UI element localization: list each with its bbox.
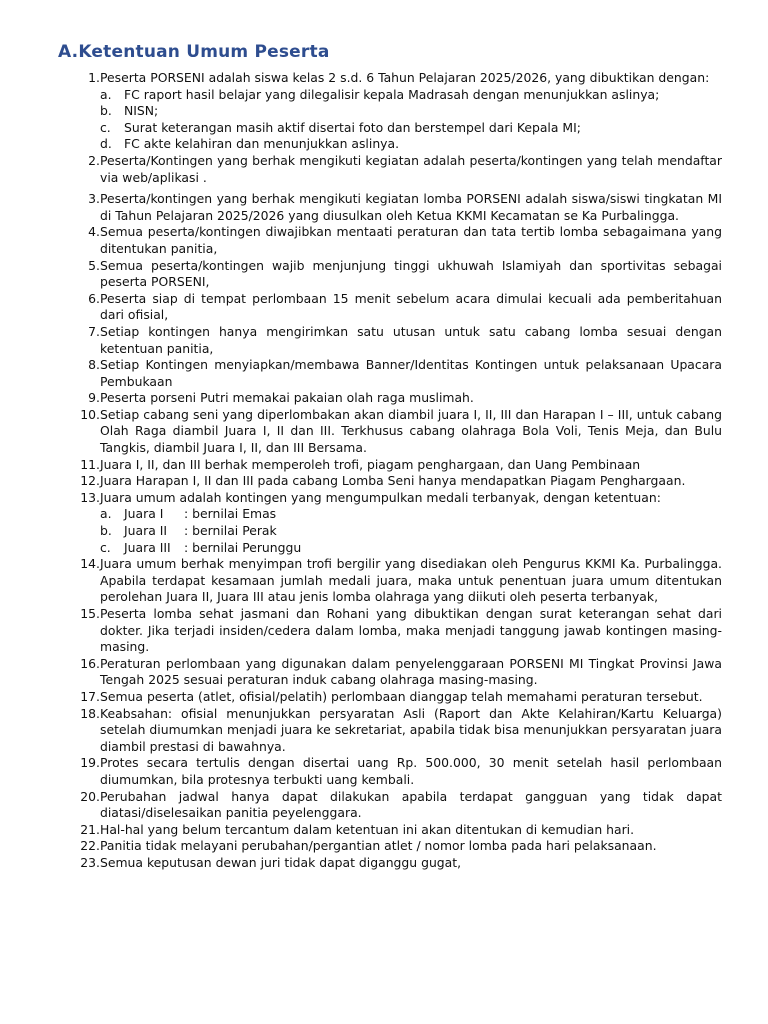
sub-letter: b. xyxy=(100,103,112,119)
rule-item xyxy=(58,789,722,822)
rule-text: Peserta siap di tempat perlombaan 15 menit sebelum acara dimulai kecuali ada pemberitahuan dari ofisial, xyxy=(100,290,722,323)
sub-label: Juara I xyxy=(124,506,164,522)
rule-number: 21. xyxy=(80,821,100,837)
sub-item xyxy=(100,87,722,104)
rule-text: Setiap Kontingen menyiapkan/membawa Banner/Identitas Kontingen untuk pelaksanaan Upacara Pembukaan xyxy=(100,357,722,389)
rule-text: Peserta lomba sehat jasmani dan Rohani yang dibuktikan dengan surat keterangan sehat dari dokter. Jika terjadi insiden/cedera dalam lomba, maka menjadi tanggung jawab kontingen masing-masing. xyxy=(100,606,722,655)
sub-label: Juara II xyxy=(124,523,168,539)
sub-item xyxy=(100,103,722,120)
rule-number: 8. xyxy=(88,357,100,373)
sub-letter: b. xyxy=(100,523,112,539)
rules-list xyxy=(58,70,722,872)
rule-item xyxy=(58,755,722,788)
rule-item xyxy=(58,291,722,324)
sub-text xyxy=(124,136,399,153)
sub-text xyxy=(124,506,276,523)
rule-text: Protes secara tertulis dengan disertai uang Rp. 500.000, 30 menit setelah hasil perlombaan diumumkan, bila protesnya terbukti uang kembali. xyxy=(100,755,722,787)
rule-item xyxy=(58,490,722,556)
sub-label: FC akte kelahiran dan menunjukkan aslinya. xyxy=(124,136,400,152)
rule-text: Peserta porseni Putri memakai pakaian olah raga muslimah. xyxy=(100,390,474,406)
rule-number: 10. xyxy=(80,406,100,422)
rule-item xyxy=(58,390,722,407)
rule-text: Juara I, II, dan III berhak memperoleh trofi, piagam penghargaan, dan Uang Pembinaan xyxy=(100,456,641,472)
rule-text: Setiap kontingen hanya mengirimkan satu utusan untuk satu cabang lomba sesuai dengan ketentuan panitia, xyxy=(100,323,722,356)
rule-item xyxy=(58,258,722,291)
sub-item xyxy=(100,120,722,137)
rule-text: Semua peserta/kontingen wajib menjunjung tinggi ukhuwah Islamiyah dan sportivitas sebagai peserta PORSENI, xyxy=(100,257,722,290)
rule-number: 1. xyxy=(88,70,100,85)
rule-item xyxy=(58,357,722,390)
rule-text: Peserta/kontingen yang berhak mengikuti kegiatan lomba PORSENI adalah siswa/siswi tingkatan MI di Tahun Pelajaran 2025/2026 yang diusulkan oleh Ketua KKMI Kecamatan se Ka Purbalingga. xyxy=(100,191,722,223)
rule-text: Keabsahan: ofisial menunjukkan persyaratan Asli (Raport dan Akte Kelahiran/Kartu Keluarga) setelah diumumkan menjadi juara ke sekretariat, apabila tidak bisa menunjukkan persyaratan juara diambil prestasi di bawahnya. xyxy=(100,705,722,754)
sub-value: : bernilai Emas xyxy=(184,506,277,522)
rule-number: 13. xyxy=(80,489,100,505)
sub-item xyxy=(100,136,722,153)
rule-text: Semua keputusan dewan juri tidak dapat diganggu gugat, xyxy=(100,854,462,870)
rule-text: Peserta/Kontingen yang berhak mengikuti kegiatan adalah peserta/kontingen yang telah mendaftar via web/aplikasi . xyxy=(100,152,722,185)
rule-number: 6. xyxy=(88,290,100,306)
rule-number: 20. xyxy=(80,788,100,804)
sub-text xyxy=(124,87,659,104)
rule-item xyxy=(58,70,722,153)
rule-number: 15. xyxy=(80,606,100,621)
rule-item xyxy=(58,822,722,839)
rule-number: 16. xyxy=(80,655,100,671)
rule-text: Peserta PORSENI adalah siswa kelas 2 s.d. 6 Tahun Pelajaran 2025/2026, yang dibuktikan dengan: xyxy=(100,70,710,85)
rule-number: 19. xyxy=(80,755,100,771)
rule-number: 2. xyxy=(88,152,100,168)
rule-number: 3. xyxy=(88,191,100,207)
sub-value: : bernilai Perunggu xyxy=(184,539,302,555)
sub-text xyxy=(124,523,277,540)
rule-text: Juara umum adalah kontingen yang mengumpulkan medali terbanyak, dengan ketentuan: xyxy=(100,489,661,505)
rule-text: Panitia tidak melayani perubahan/pergantian atlet / nomor lomba pada hari pelaksanaan. xyxy=(100,838,657,854)
rule-text: Semua peserta (atlet, ofisial/pelatih) perlombaan dianggap telah memahami peraturan tersebut. xyxy=(100,688,703,704)
rule-item xyxy=(58,191,722,224)
rule-text: Setiap cabang seni yang diperlombakan akan diambil juara I, II, III dan Harapan I – III, untuk cabang Olah Raga diambil Juara I, II dan III. Terkhusus cabang olahraga Bola Voli, Tenis Meja, dan Bulu Tangkis, diambil Juara I, II, dan III Bersama. xyxy=(100,406,722,456)
sub-label: Juara III xyxy=(124,539,171,555)
rule-item xyxy=(58,473,722,490)
sub-letter: c. xyxy=(100,539,111,555)
sub-letter: a. xyxy=(100,506,112,522)
rule-text: Perubahan jadwal hanya dapat dilakukan apabila terdapat gangguan yang tidak dapat diatasi/diselesaikan panitia peyelenggara. xyxy=(100,788,722,821)
sub-list xyxy=(58,87,722,153)
sub-letter: c. xyxy=(100,119,111,135)
sub-text xyxy=(124,120,581,137)
rule-number: 5. xyxy=(88,257,100,273)
rule-text: Hal-hal yang belum tercantum dalam ketentuan ini akan ditentukan di kemudian hari. xyxy=(100,821,635,837)
rule-text: Peraturan perlombaan yang digunakan dalam penyelenggaraan PORSENI MI Tingkat Provinsi Jawa Tengah 2025 sesuai peraturan induk cabang olahraga masing-masing. xyxy=(100,655,722,688)
rule-item xyxy=(58,457,722,474)
sub-text xyxy=(124,103,158,120)
rule-number: 4. xyxy=(88,224,100,240)
rule-item xyxy=(58,556,722,606)
sub-label: FC raport hasil belajar yang dilegalisir kepala Madrasah dengan menunjukkan aslinya; xyxy=(124,86,660,102)
rule-number: 22. xyxy=(80,838,100,854)
sub-item xyxy=(100,540,722,557)
sub-item xyxy=(100,523,722,540)
sub-letter: d. xyxy=(100,136,112,152)
rule-item xyxy=(58,855,722,872)
rule-number: 7. xyxy=(88,323,100,339)
rule-item xyxy=(58,838,722,855)
rule-item xyxy=(58,224,722,257)
rule-number: 11. xyxy=(80,456,100,472)
section-heading: A.Ketentuan Umum Peserta xyxy=(58,42,330,62)
sub-list xyxy=(58,506,722,556)
rule-item xyxy=(58,689,722,706)
sub-label: NISN; xyxy=(124,103,159,119)
rule-number: 14. xyxy=(80,556,100,572)
rule-item xyxy=(58,706,722,756)
rule-item xyxy=(58,407,722,457)
rule-text: Juara umum berhak menyimpan trofi bergilir yang disediakan oleh Pengurus KKMI Ka. Purbalingga. Apabila terdapat kesamaan jumlah medali juara, maka untuk penentuan juara umum ditentukan perolehan Juara II, Juara III atau jenis lomba olahraga yang diikuti oleh peserta terbanyak, xyxy=(100,556,722,605)
rule-item xyxy=(58,153,722,186)
rule-item xyxy=(58,324,722,357)
rule-text: Semua peserta/kontingen diwajibkan mentaati peraturan dan tata tertib lomba sebagaimana yang ditentukan panitia, xyxy=(100,224,722,256)
rule-item xyxy=(58,656,722,689)
sub-item xyxy=(100,506,722,523)
sub-value: : bernilai Perak xyxy=(184,523,277,539)
sub-letter: a. xyxy=(100,86,112,102)
rule-number: 18. xyxy=(80,705,100,721)
sub-text xyxy=(124,540,301,557)
rule-number: 23. xyxy=(80,854,100,870)
rule-text: Juara Harapan I, II dan III pada cabang Lomba Seni hanya mendapatkan Piagam Penghargaan. xyxy=(100,473,686,489)
rule-number: 12. xyxy=(80,473,100,489)
rule-number: 9. xyxy=(88,390,100,406)
sub-label: Surat keterangan masih aktif disertai foto dan berstempel dari Kepala MI; xyxy=(124,119,581,135)
rule-item xyxy=(58,606,722,656)
rule-number: 17. xyxy=(80,688,100,704)
